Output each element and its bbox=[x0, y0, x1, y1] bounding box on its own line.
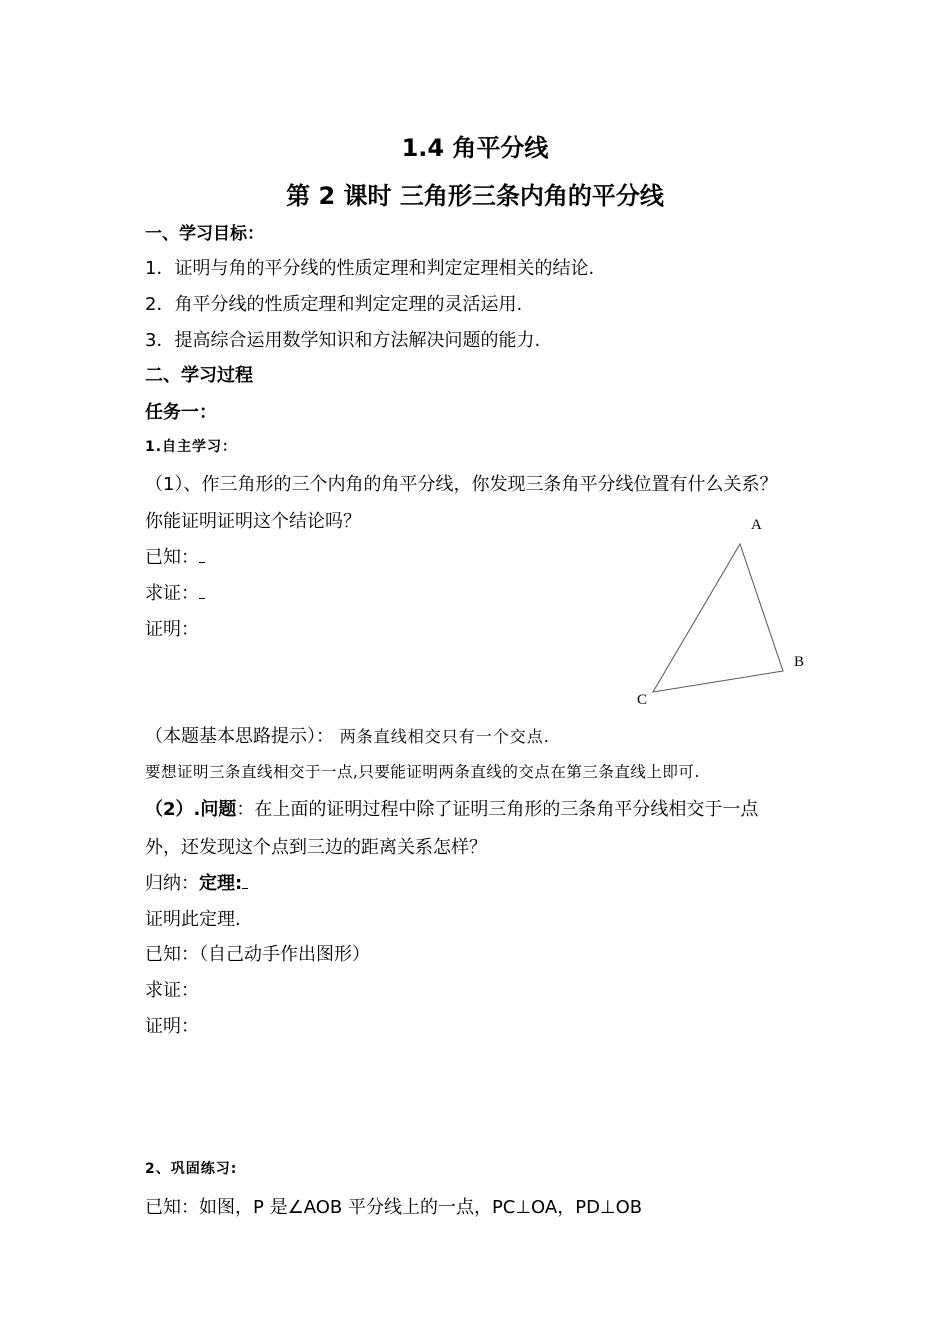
question-2-line-1 bbox=[145, 795, 758, 821]
hint-label: （本题基本思路提示）： bbox=[145, 726, 334, 747]
hint-text-2: 要想证明三条直线相交于一点,只要能证明两条直线的交点在第三条直线上即可. bbox=[145, 763, 700, 781]
goal-item-1: 1．证明与角的平分线的性质定理和判定定理相关的结论. bbox=[145, 258, 595, 279]
known-label: 已知： bbox=[145, 547, 199, 568]
question-1-line-2: 你能证明证明这个结论吗？ bbox=[145, 511, 361, 532]
vertex-label-a: A bbox=[751, 517, 762, 533]
proof-2-line: 证明： bbox=[145, 1016, 199, 1037]
known-line bbox=[145, 543, 205, 569]
prove-2-line: 求证： bbox=[145, 980, 199, 1001]
hint-text-1: 两条直线相交只有一个交点. bbox=[339, 727, 550, 746]
goal-item-3: 3．提高综合运用数学知识和方法解决问题的能力. bbox=[145, 330, 541, 351]
question-2-line-2: 外，还发现这个点到三边的距离关系怎样？ bbox=[145, 837, 487, 858]
blank-known bbox=[199, 548, 205, 563]
proof-label: 证明： bbox=[145, 619, 199, 640]
goal-item-2: 2．角平分线的性质定理和判定定理的灵活运用. bbox=[145, 294, 523, 315]
known-2-line: 已知：（自己动手作出图形） bbox=[145, 944, 370, 965]
summary-line bbox=[145, 869, 248, 895]
task-heading: 任务一： bbox=[145, 402, 217, 423]
blank-theorem bbox=[242, 874, 248, 889]
practice-text: 已知：如图，P 是∠AOB 平分线上的一点，PC⊥OA，PD⊥OB bbox=[145, 1197, 643, 1218]
prove-theorem-line: 证明此定理. bbox=[145, 909, 241, 930]
question-2-text-1: ：在上面的证明过程中除了证明三角形的三条角平分线相交于一点 bbox=[236, 799, 759, 820]
question-2-label: （2）.问题 bbox=[145, 799, 237, 820]
triangle-abc bbox=[653, 544, 783, 692]
theorem-label: 定理: bbox=[199, 873, 243, 894]
section-heading-goals: 一、学习目标： bbox=[145, 224, 264, 244]
prove-label: 求证： bbox=[145, 583, 199, 604]
triangle-figure bbox=[600, 505, 860, 715]
question-1-line-1: （1）、作三角形的三个内角的角平分线，你发现三条角平分线位置有什么关系？ bbox=[145, 474, 778, 495]
prove-line bbox=[145, 579, 205, 605]
practice-heading: 2、巩固练习: bbox=[145, 1161, 238, 1177]
blank-prove bbox=[199, 584, 205, 599]
section-heading-process: 二、学习过程 bbox=[145, 365, 253, 386]
page-title: 1.4 角平分线 bbox=[401, 134, 549, 162]
page-subtitle: 第 2 课时 三角形三条内角的平分线 bbox=[286, 182, 664, 210]
summary-label: 归纳： bbox=[145, 873, 199, 894]
vertex-label-c: C bbox=[637, 692, 648, 708]
vertex-label-b: B bbox=[794, 654, 805, 670]
self-study-heading: 1.自主学习： bbox=[145, 439, 238, 455]
hint-line-1 bbox=[145, 722, 550, 748]
